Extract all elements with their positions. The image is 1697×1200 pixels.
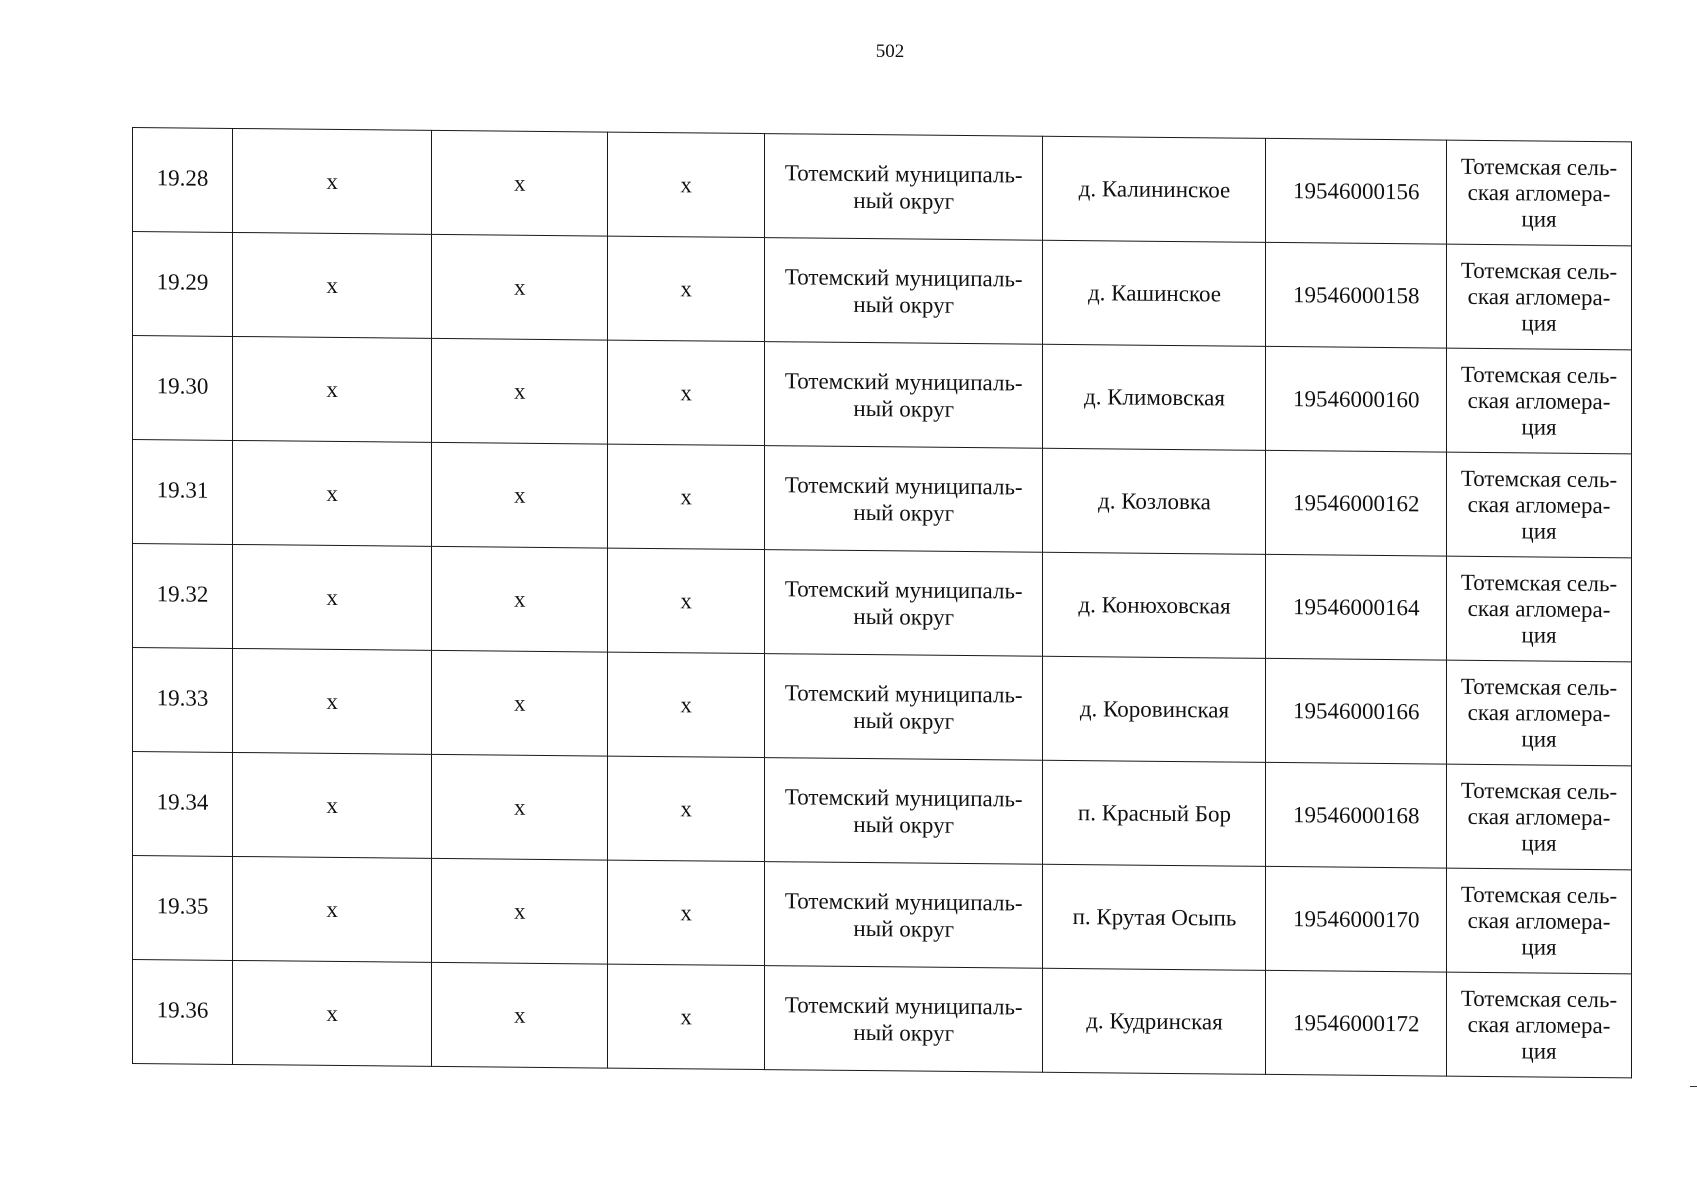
- settlement-cell: д. Калининское: [1043, 136, 1266, 242]
- agglomeration-cell: Тотемская сель-ская агломера-ция: [1447, 348, 1632, 454]
- mark-cell-3: х: [608, 756, 765, 862]
- district-cell: Тотемский муниципаль-ный округ: [765, 446, 1043, 553]
- mark-cell-1: х: [233, 336, 432, 442]
- table-row: [133, 336, 1632, 454]
- district-cell: Тотемский муниципаль-ный округ: [765, 862, 1043, 969]
- mark-cell-2: х: [432, 754, 608, 860]
- settlement-cell: п. Крутая Осыпь: [1043, 864, 1266, 970]
- agglomeration-cell: Тотемская сель-ская агломера-ция: [1447, 452, 1632, 558]
- table-row: [133, 856, 1632, 974]
- code-cell: 19546000160: [1266, 346, 1447, 452]
- code-cell: 19546000158: [1266, 242, 1447, 348]
- agglomeration-cell: Тотемская сель-ская агломера-ция: [1447, 556, 1632, 662]
- mark-cell-1: х: [233, 752, 432, 858]
- mark-cell-1: х: [233, 856, 432, 962]
- mark-cell-1: х: [233, 960, 432, 1066]
- page-number: 502: [875, 41, 905, 62]
- settlement-cell: д. Козловка: [1043, 448, 1266, 554]
- mark-cell-3: х: [608, 236, 765, 342]
- district-cell: Тотемский муниципаль-ный округ: [765, 654, 1043, 761]
- mark-cell-2: х: [432, 338, 608, 444]
- table-row: [133, 232, 1632, 350]
- mark-cell-3: х: [608, 860, 765, 966]
- mark-cell-3: х: [608, 132, 765, 238]
- district-cell: Тотемский муниципаль-ный округ: [765, 966, 1043, 1073]
- row-number-cell: 19.34: [133, 752, 233, 857]
- mark-cell-3: х: [608, 340, 765, 446]
- table-row: [133, 440, 1632, 558]
- settlement-cell: п. Красный Бор: [1043, 760, 1266, 866]
- row-number-cell: 19.29: [133, 232, 233, 337]
- mark-cell-1: х: [233, 128, 432, 234]
- table-row: [133, 752, 1632, 870]
- mark-cell-3: х: [608, 652, 765, 758]
- row-number-cell: 19.32: [133, 544, 233, 649]
- code-cell: 19546000164: [1266, 554, 1447, 660]
- table-row: [133, 128, 1632, 246]
- mark-cell-2: х: [432, 650, 608, 756]
- agglomeration-cell: Тотемская сель-ская агломера-ция: [1447, 660, 1632, 766]
- code-cell: 19546000168: [1266, 762, 1447, 868]
- table-row: [133, 648, 1632, 766]
- table-row: [133, 960, 1632, 1078]
- mark-cell-2: х: [432, 442, 608, 548]
- row-number-cell: 19.30: [133, 336, 233, 441]
- mark-cell-2: х: [432, 546, 608, 652]
- table-container: [132, 127, 1632, 1078]
- row-number-cell: 19.36: [133, 960, 233, 1065]
- mark-cell-1: х: [233, 544, 432, 650]
- settlements-table: [132, 127, 1632, 1078]
- mark-cell-3: х: [608, 444, 765, 550]
- agglomeration-cell: Тотемская сель-ская агломера-ция: [1447, 972, 1632, 1078]
- agglomeration-cell: Тотемская сель-ская агломера-ция: [1447, 140, 1632, 246]
- settlement-cell: д. Конюховская: [1043, 552, 1266, 658]
- mark-cell-1: х: [233, 440, 432, 546]
- district-cell: Тотемский муниципаль-ный округ: [765, 342, 1043, 449]
- settlement-cell: д. Кашинское: [1043, 240, 1266, 346]
- district-cell: Тотемский муниципаль-ный округ: [765, 550, 1043, 657]
- row-number-cell: 19.35: [133, 856, 233, 961]
- table-body: [133, 128, 1632, 1078]
- settlement-cell: д. Коровинская: [1043, 656, 1266, 762]
- row-number-cell: 19.28: [133, 128, 233, 233]
- agglomeration-cell: Тотемская сель-ская агломера-ция: [1447, 868, 1632, 974]
- settlement-cell: д. Климовская: [1043, 344, 1266, 450]
- mark-cell-1: х: [233, 232, 432, 338]
- margin-mark: [1690, 1086, 1697, 1087]
- district-cell: Тотемский муниципаль-ный округ: [765, 134, 1043, 241]
- district-cell: Тотемский муниципаль-ный округ: [765, 238, 1043, 345]
- mark-cell-1: х: [233, 648, 432, 754]
- mark-cell-2: х: [432, 962, 608, 1068]
- row-number-cell: 19.33: [133, 648, 233, 753]
- mark-cell-3: х: [608, 548, 765, 654]
- agglomeration-cell: Тотемская сель-ская агломера-ция: [1447, 244, 1632, 350]
- settlement-cell: д. Кудринская: [1043, 968, 1266, 1074]
- mark-cell-2: х: [432, 858, 608, 964]
- agglomeration-cell: Тотемская сель-ская агломера-ция: [1447, 764, 1632, 870]
- code-cell: 19546000162: [1266, 450, 1447, 556]
- code-cell: 19546000166: [1266, 658, 1447, 764]
- code-cell: 19546000172: [1266, 970, 1447, 1076]
- code-cell: 19546000156: [1266, 138, 1447, 244]
- row-number-cell: 19.31: [133, 440, 233, 545]
- mark-cell-3: х: [608, 964, 765, 1070]
- code-cell: 19546000170: [1266, 866, 1447, 972]
- table-row: [133, 544, 1632, 662]
- mark-cell-2: х: [432, 130, 608, 236]
- district-cell: Тотемский муниципаль-ный округ: [765, 758, 1043, 865]
- mark-cell-2: х: [432, 234, 608, 340]
